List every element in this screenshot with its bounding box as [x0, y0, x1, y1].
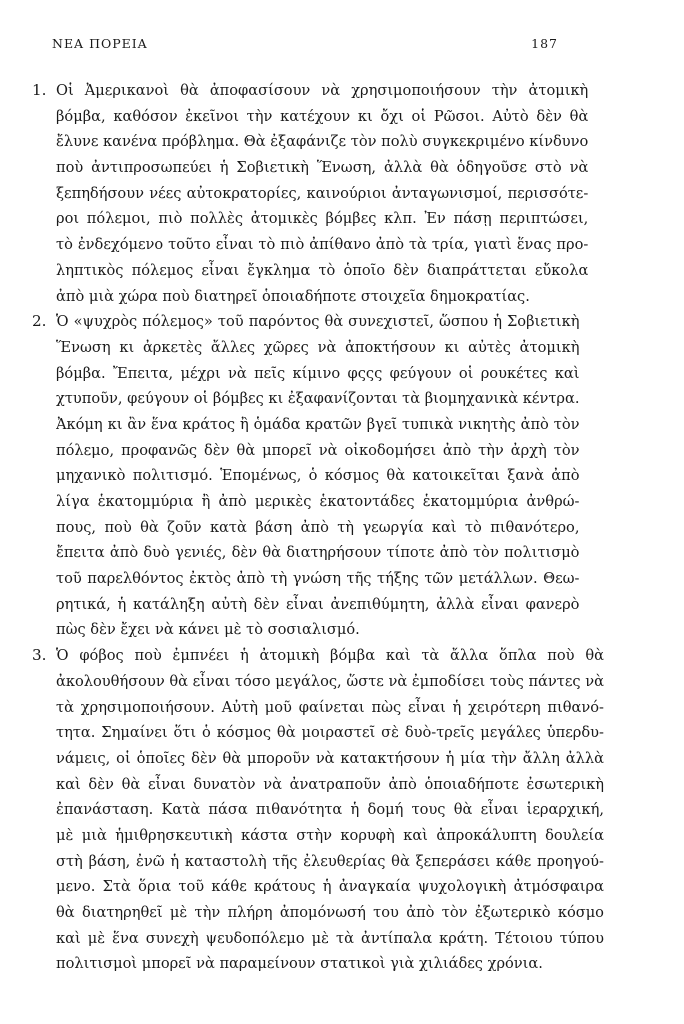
page-number: 187: [531, 36, 558, 51]
text-line: νάμεις, οἱ ὁποῖες δὲν θὰ μποροῦν νὰ κατακτήσουν ἡ μία τὴν ἄλλη ἀλλὰ: [56, 749, 604, 767]
text-line: θὰ διατηρηθεῖ μὲ τὴν πλήρη ἀπομόνωσή του ἀπὸ τὸν ἐξωτερικὸ κόσμο: [56, 904, 604, 921]
text-line: ἔπειτα ἀπὸ δυὸ γενιές, δὲν θὰ διατηρήσουν τίποτε ἀπὸ τὸν πολιτισμὸ: [56, 544, 580, 562]
text-line: βόμβα, καθόσον ἐκεῖνοι τὴν κατέχουν κι ὄχι οἱ Ρῶσοι. Αὐτὸ δὲν θὰ: [56, 107, 589, 125]
text-line: ἀκολουθήσουν θὰ εἶναι τόσο μεγάλος, ὥστε νὰ ἐμποδίσει τοὺς πάντες νὰ: [56, 672, 604, 690]
text-line: πόλεμο, προφανῶς δὲν θὰ μπορεῖ νὰ οἰκοδομήσει ἀπὸ τὴν ἀρχὴ τὸν: [56, 441, 580, 459]
text-line: τὰ χρησιμοποιήσουν. Αὐτὴ μοῦ φαίνεται πὼς εἶναι ἡ χειρότερη πιθανό-: [56, 698, 604, 716]
numbered-paragraph: [32, 78, 589, 309]
text-line: βόμβα. Ἔπειτα, μέχρι νὰ πεῖς κίμινο φςςς φεύγουν οἱ ρουκέτες καὶ: [56, 364, 580, 382]
text-line: πολιτισμοὶ μπορεῖ νὰ παραμείνουν στατικοὶ γιὰ χιλιάδες χρόνια.: [56, 955, 543, 973]
text-line: πὼς δὲν ἔχει νὰ κάνει μὲ τὸ σοσιαλισμό.: [56, 621, 360, 639]
text-line: ρητικά, ἡ κατάληξη αὐτὴ δὲν εἶναι ἀνεπιθύμητη, ἀλλὰ εἶναι φανερὸ: [56, 595, 580, 613]
text-line: καὶ μὲ ἕνα συνεχὴ ψευδοπόλεμο μὲ τὰ ἀντίπαλα κράτη. Τέτοιου τύπου: [56, 929, 604, 947]
text-line: ποὺ ἀντιπροσωπεύει ἡ Σοβιετικὴ Ἕνωση, ἀλλὰ θὰ ὁδηγοῦσε στὸ νὰ: [56, 159, 589, 177]
text-line: Ὁ «ψυχρὸς πόλεμος» τοῦ παρόντος θὰ συνεχιστεῖ, ὥσπου ἡ Σοβιετικὴ: [56, 313, 580, 331]
text-line: Ἀκόμη κι ἂν ἕνα κράτος ἢ ὁμάδα κρατῶν βγεῖ τυπικὰ νικητὴς ἀπὸ τὸν: [56, 415, 580, 433]
text-line: ξεπηδήσουν νέες αὐτοκρατορίες, καινούριοι ἀνταγωνισμοί, περισσότε-: [56, 184, 589, 202]
paragraph-number: 1.: [32, 81, 47, 99]
body-text: [32, 78, 604, 977]
text-line: χτυποῦν, φεύγουν οἱ βόμβες κι ἐξαφανίζονται τὰ βιομηχανικὰ κέντρα.: [56, 390, 580, 408]
text-line: ληπτικὸς πόλεμος εἶναι ἔγκλημα τὸ ὁποῖο δὲν διαπράττεται εὔκολα: [56, 261, 589, 279]
text-line: πους, ποὺ θὰ ζοῦν κατὰ βάση ἀπὸ τὴ γεωργία καὶ τὸ πιθανότερο,: [56, 518, 580, 536]
text-line: Ὁ φόβος ποὺ ἐμπνέει ἡ ἀτομικὴ βόμβα καὶ τὰ ἄλλα ὅπλα ποὺ θὰ: [56, 647, 604, 665]
paragraph-text: [56, 78, 588, 309]
text-line: καὶ δὲν θὰ εἶναι δυνατὸν νὰ ἀνατραποῦν ἀπὸ ὁποιαδήποτε ἐσωτερικὴ: [56, 775, 604, 793]
paragraph-number: 2.: [32, 312, 47, 331]
text-line: μηχανικὸ πολιτισμό. Ἑπομένως, ὁ κόσμος θὰ κατοικεῖται ξανὰ ἀπὸ: [56, 467, 580, 485]
paragraph-text: [56, 309, 579, 643]
running-head: [52, 36, 558, 56]
text-line: τὸ ἐνδεχόμενο τοῦτο εἶναι τὸ πιὸ ἀπίθανο ἀπὸ τὰ τρία, γιατὶ ἕνας προ-: [56, 236, 589, 254]
numbered-paragraph: [32, 643, 604, 977]
text-line: ἔλυνε κανένα πρόβλημα. Θὰ ἐξαφάνιζε τὸν πολὺ συγκεκριμένο κίνδυνο: [56, 133, 589, 151]
running-title: ΝΕΑ ΠΟΡΕΙΑ: [52, 36, 148, 51]
text-line: τοῦ παρελθόντος ἐκτὸς ἀπὸ τὴ γνώση τῆς τήξης τῶν μετάλλων. Θεω-: [56, 570, 580, 588]
text-line: ἐπανάσταση. Κατὰ πάσα πιθανότητα ἡ δομή τους θὰ εἶναι ἱεραρχική,: [56, 801, 604, 819]
numbered-paragraph: [32, 309, 580, 643]
paragraph-text: [56, 643, 604, 977]
text-line: στὴ βάση, ἐνῶ ἡ καταστολὴ τῆς ἐλευθερίας θὰ ξεπεράσει κάθε προηγού-: [56, 852, 604, 870]
text-line: ἀπὸ μιὰ χώρα ποὺ διατηρεῖ ὁποιαδήποτε στοιχεῖα δημοκρατίας.: [56, 287, 530, 305]
paragraph-number: 3.: [32, 646, 47, 665]
text-line: Οἱ Ἀμερικανοὶ θὰ ἀποφασίσουν νὰ χρησιμοποιήσουν τὴν ἀτομικὴ: [56, 82, 589, 99]
text-line: μὲ μιὰ ἡμιθρησκευτικὴ κάστα στὴν κορυφὴ καὶ ἀπροκάλυπτη δουλεία: [56, 826, 604, 844]
text-line: Ἕνωση κι ἀρκετὲς ἄλλες χῶρες νὰ ἀποκτήσουν κι αὐτὲς ἀτομικὴ: [56, 338, 580, 356]
text-line: μενο. Στὰ ὅρια τοῦ κάθε κράτους ἡ ἀναγκαία ψυχολογικὴ ἀτμόσφαιρα: [56, 878, 604, 896]
text-line: τητα. Σημαίνει ὅτι ὁ κόσμος θὰ μοιραστεῖ σὲ δυὸ-τρεῖς μεγάλες ὑπερδυ-: [56, 724, 604, 742]
text-line: ροι πόλεμοι, πιὸ πολλὲς ἀτομικὲς βόμβες κλπ. Ἐν πάσῃ περιπτώσει,: [56, 210, 589, 228]
text-line: λίγα ἑκατομμύρια ἢ ἀπὸ μερικὲς ἑκατοντάδες ἑκατομμύρια ἀνθρώ-: [56, 493, 580, 510]
